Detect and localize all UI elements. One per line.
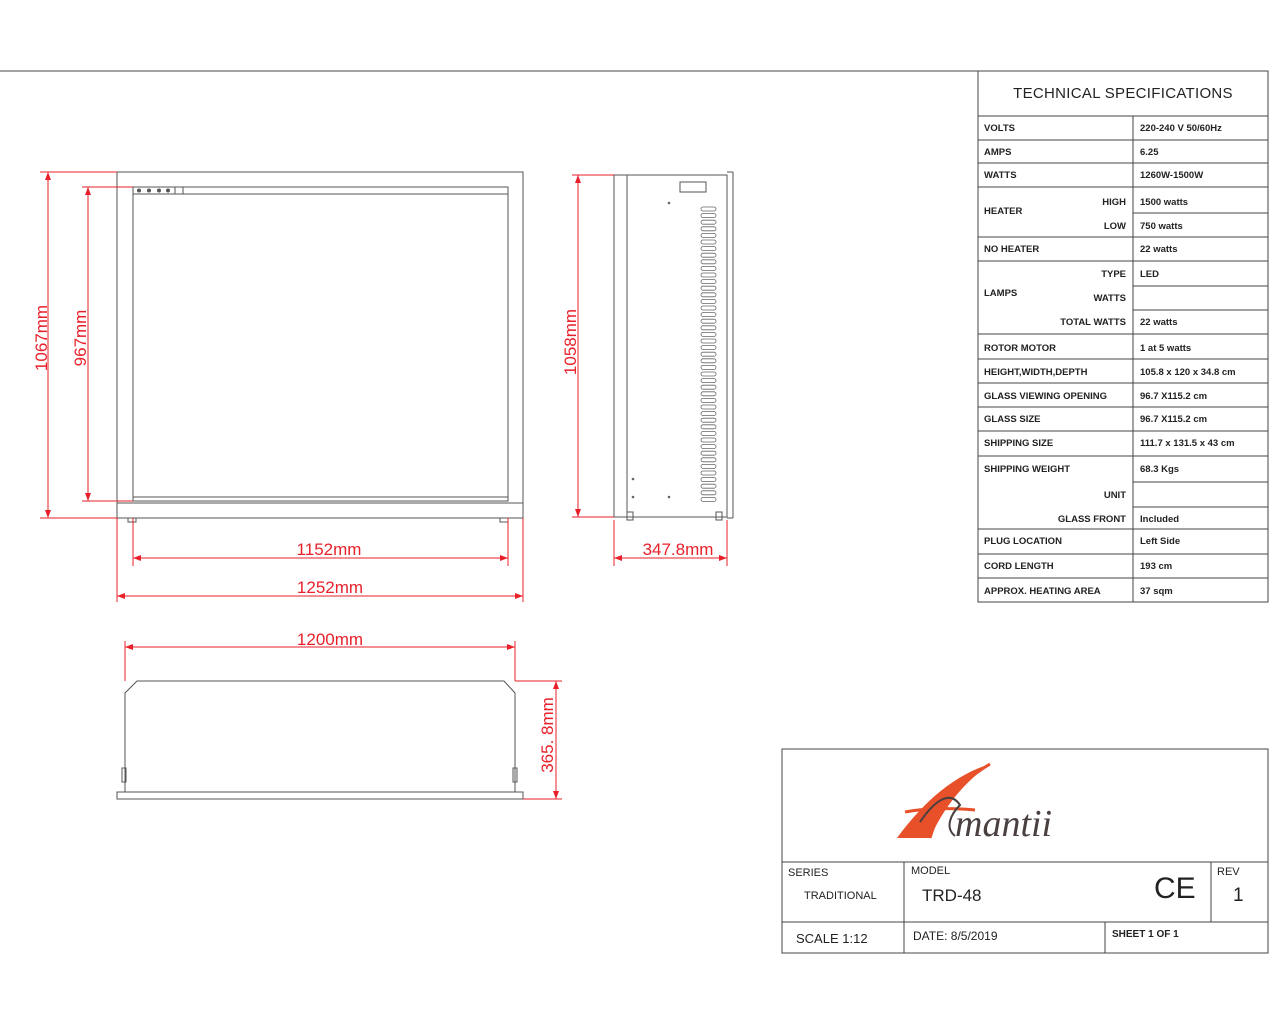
spec-value-amps: 6.25 [1140,147,1159,158]
front-dimension-lines [40,172,523,602]
spec-sub-heater-high: HIGH [1102,197,1126,208]
dim-front-height-glass: 967mm [71,309,90,367]
svg-text:mantii: mantii [955,803,1053,845]
spec-label-plug-location: PLUG LOCATION [984,536,1062,547]
spec-value-watts: 1260W-1500W [1140,170,1204,181]
vent-slot [701,339,716,343]
spec-label-volts: VOLTS [984,123,1015,134]
spec-value-heater-high: 1500 watts [1140,197,1189,208]
spec-label-heating-area: APPROX. HEATING AREA [984,586,1101,597]
vent-slot [701,379,716,383]
spec-sub-unit: UNIT [1103,490,1126,501]
vent-slot [701,227,716,231]
vent-slot [701,214,716,218]
spec-label-lamps: LAMPS [984,288,1018,299]
vent-slot [701,445,716,449]
spec-value-glass-size: 96.7 X115.2 cm [1140,414,1208,425]
side-screws [632,202,671,499]
ce-mark-icon: CE [1154,872,1196,905]
spec-sub-glass-front: GLASS FRONT [1057,514,1126,525]
dim-top-depth: 365. 8mm [538,697,557,773]
series-value: TRADITIONAL [804,890,877,902]
spec-value-no-heater: 22 watts [1140,244,1178,255]
spec-label-heater: HEATER [984,206,1023,217]
vent-slot [701,280,716,284]
vent-slot [701,372,716,376]
front-view [117,172,523,522]
vent-slot [701,266,716,270]
spec-value-glass-viewing: 96.7 X115.2 cm [1140,391,1208,402]
vent-slot [701,398,716,402]
spec-value-rotor-motor: 1 at 5 watts [1140,343,1192,354]
dim-glass-width: 1152mm [296,540,362,559]
spec-label-shipping-size: SHIPPING SIZE [984,438,1054,449]
dim-side-height: 1058mm [561,308,580,376]
vent-slot [701,299,716,303]
vent-slot [701,247,716,251]
spec-value-heater-low: 750 watts [1140,221,1183,232]
spec-label-rotor-motor: ROTOR MOTOR [984,343,1056,354]
top-view [117,681,523,799]
dim-front-height-total: 1067mm [32,304,51,372]
spec-value-heating-area: 37 sqm [1140,586,1173,597]
scale-text: SCALE 1:12 [796,931,868,946]
spec-sub-heater-low: LOW [1103,221,1126,232]
vent-slot [701,359,716,363]
vent-slot [701,464,716,468]
vent-slot [701,306,716,310]
vent-slot [701,484,716,488]
vent-slot [701,365,716,369]
rev-label: REV [1217,866,1240,878]
spec-label-no-heater: NO HEATER [984,244,1040,255]
vent-slot [701,273,716,277]
vent-slot [701,240,716,244]
vent-slot [701,438,716,442]
vent-slot [701,478,716,482]
vent-slot [701,286,716,290]
vent-slot [701,431,716,435]
spec-label-shipping-weight: SHIPPING WEIGHT [984,464,1071,475]
spec-label-glass-size: GLASS SIZE [984,414,1041,425]
spec-value-shipping-weight: 68.3 Kgs [1140,464,1180,475]
spec-label-glass-viewing: GLASS VIEWING OPENING [984,391,1107,402]
dim-top-width: 1200mm [296,630,364,649]
vent-slot [701,425,716,429]
spec-value-volts: 220-240 V 50/60Hz [1140,123,1222,134]
rev-value: 1 [1233,885,1244,906]
dim-overall-width: 1252mm [296,578,364,597]
model-label: MODEL [911,865,951,877]
vent-slot [701,385,716,389]
title-block-grid [782,749,1268,953]
spec-value-glass-front: Included [1140,514,1180,525]
vent-slot [701,458,716,462]
vent-slot [701,405,716,409]
spec-sub-lamps-type: TYPE [1101,269,1126,280]
spec-value-shipping-size: 111.7 x 131.5 x 43 cm [1140,438,1235,449]
vent-slot [701,293,716,297]
vent-slot [701,346,716,350]
spec-value-cord-length: 193 cm [1140,561,1173,572]
vent-slot [701,332,716,336]
vent-slot [701,491,716,495]
series-label: SERIES [788,867,829,879]
vent-slot [701,392,716,396]
dim-depth: 347.8mm [642,540,714,559]
top-dimension-lines [125,641,562,799]
vent-slot [701,207,716,211]
date-text: DATE: 8/5/2019 [913,929,998,943]
side-vents [701,207,716,501]
model-value: TRD-48 [922,886,982,905]
spec-label-watts: WATTS [984,170,1017,181]
vent-slot [701,471,716,475]
vent-slot [701,497,716,501]
vent-slot [701,352,716,356]
amantii-logo [897,764,1052,845]
control-buttons [137,189,170,193]
spec-sub-lamps-watts: WATTS [1093,293,1126,304]
spec-value-lamps-type: LED [1140,269,1159,280]
spec-label-amps: AMPS [984,147,1012,158]
vent-slot [701,260,716,264]
spec-title: TECHNICAL SPECIFICATIONS [1013,85,1233,102]
vent-slot [701,326,716,330]
vent-slot [701,233,716,237]
spec-value-hwd: 105.8 x 120 x 34.8 cm [1140,367,1236,378]
vent-slot [701,253,716,257]
spec-label-cord-length: CORD LENGTH [984,561,1054,572]
vent-slot [701,418,716,422]
vent-slot [701,412,716,416]
vent-slot [701,451,716,455]
vent-slot [701,313,716,317]
spec-label-hwd: HEIGHT,WIDTH,DEPTH [984,367,1088,378]
spec-value-plug-location: Left Side [1140,536,1181,547]
spec-value-lamps-total: 22 watts [1140,317,1178,328]
sheet-text: SHEET 1 OF 1 [1112,929,1179,940]
spec-sub-lamps-total: TOTAL WATTS [1060,317,1126,328]
vent-slot [701,319,716,323]
vent-slot [701,220,716,224]
